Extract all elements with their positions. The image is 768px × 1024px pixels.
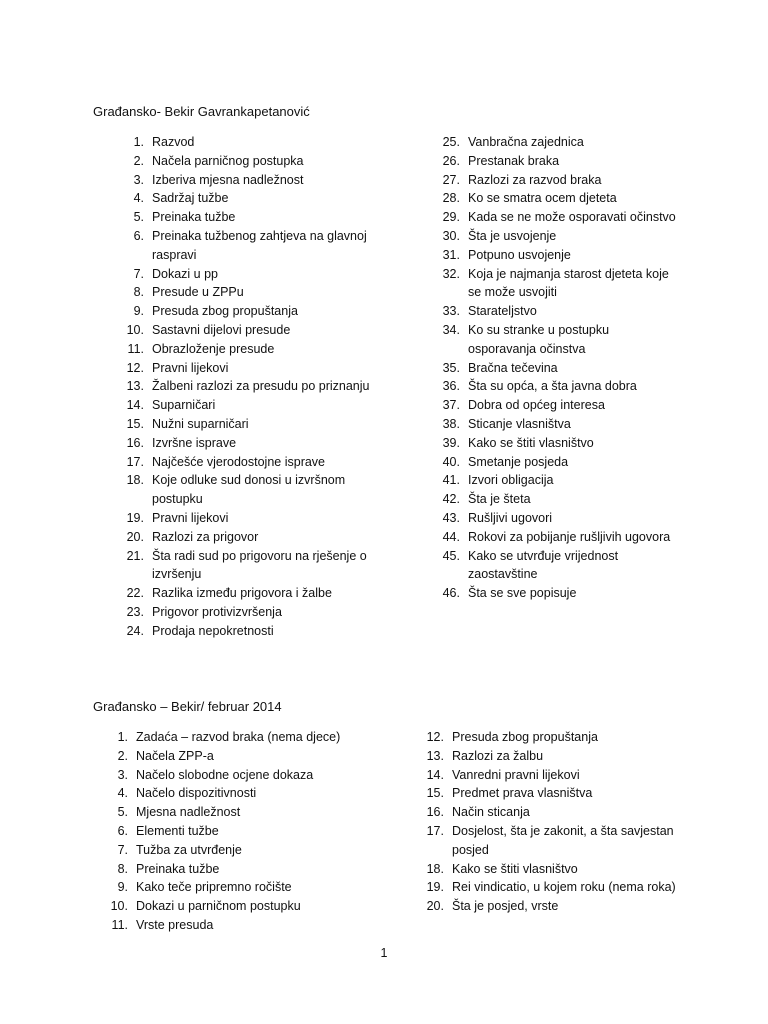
list-item-number: 3. [133, 172, 144, 187]
list-item [100, 728, 370, 747]
list-item-number: 8. [133, 285, 144, 300]
list-item-number: 12. [126, 360, 144, 375]
list-item-text: Kako teče pripremno ročište [136, 880, 292, 895]
list-item-text: Suparničari [152, 398, 216, 413]
list-item-text: Sastavni dijelovi presude [152, 322, 291, 337]
list-item-number: 6. [117, 823, 128, 838]
list-item [428, 171, 678, 190]
list-item-text: Zadaća – razvod braka (nema djece) [136, 730, 341, 744]
list-item-number: 38. [442, 416, 460, 431]
list-item-text: Prodaja nepokretnosti [152, 623, 274, 638]
list-item-number: 43. [442, 510, 460, 525]
list-item-number: 23. [126, 604, 144, 619]
list-item [100, 878, 370, 897]
list-item-text: Rušljivi ugovori [468, 510, 553, 525]
list-item-number: 9. [133, 304, 144, 319]
list-item-text: Razlozi za prigovor [152, 529, 259, 544]
list-item-text: Šta radi sud po prigovoru na rješenje o izvršenju [152, 548, 367, 582]
list-item-text: Elementi tužbe [136, 823, 219, 838]
list-item-text: Rei vindicatio, u kojem roku (nema roka) [452, 880, 676, 895]
list-item-number: 25. [442, 135, 460, 149]
list-item-number: 8. [117, 861, 128, 876]
list-item [416, 878, 676, 897]
list-item-text: Nužni suparničari [152, 416, 249, 431]
list-item [112, 302, 382, 321]
list-item-number: 14. [126, 398, 144, 413]
list-item-text: Razlozi za žalbu [452, 748, 544, 763]
list-item-text: Izberiva mjesna nadležnost [152, 172, 304, 187]
list-item-text: Kako se utvrđuje vrijednost zaostavštine [468, 548, 619, 582]
list-item-text: Šta se sve popisuje [468, 586, 577, 601]
list-item [112, 171, 382, 190]
list-item [416, 747, 676, 766]
list-item-text: Izvori obligacija [468, 473, 554, 488]
list-item-text: Način sticanja [452, 805, 530, 820]
list-item [112, 152, 382, 171]
list-item-text: Preinaka tužbe [152, 210, 236, 225]
list-item-number: 21. [126, 548, 144, 563]
list-item [416, 803, 676, 822]
section-1-right-list [428, 133, 678, 603]
list-item-number: 2. [133, 153, 144, 168]
list-item-number: 11. [127, 341, 144, 356]
list-item-number: 20. [126, 529, 144, 544]
list-item [428, 208, 678, 227]
list-item-number: 6. [133, 228, 144, 243]
list-item-text: Preinaka tužbe [136, 861, 220, 876]
list-item-text: Prestanak braka [468, 153, 560, 168]
list-item-number: 17. [426, 823, 444, 838]
section-1-title: Građansko- Bekir Gavrankapetanović [93, 104, 310, 119]
list-item-text: Dokazi u pp [152, 266, 219, 281]
list-item-number: 19. [126, 510, 144, 525]
list-item-text: Vanredni pravni lijekovi [452, 767, 580, 782]
list-item-text: Načelo slobodne ocjene dokaza [136, 767, 314, 782]
list-item [428, 377, 678, 396]
list-item-text: Koja je najmanja starost djeteta koje se može usvojiti [468, 266, 669, 300]
list-item-number: 7. [117, 842, 128, 857]
list-item [100, 822, 370, 841]
list-item [428, 547, 678, 585]
list-item-text: Načelo dispozitivnosti [136, 786, 257, 801]
list-item [112, 189, 382, 208]
list-item [428, 453, 678, 472]
list-item-number: 30. [442, 228, 460, 243]
list-item-number: 3. [117, 767, 128, 782]
list-item-text: Dosjelost, šta je zakonit, a šta savjestan posjed [452, 823, 674, 857]
list-item-text: Predmet prava vlasništva [452, 786, 593, 801]
list-item [428, 227, 678, 246]
list-item [112, 471, 382, 509]
list-item [100, 841, 370, 860]
list-item [112, 208, 382, 227]
list-item [428, 152, 678, 171]
list-item [112, 396, 382, 415]
list-item-text: Preinaka tužbenog zahtjeva na glavnoj raspravi [152, 228, 367, 262]
list-item-text: Pravni lijekovi [152, 360, 229, 375]
list-item [100, 784, 370, 803]
list-item [100, 766, 370, 785]
list-item-number: 44. [442, 529, 460, 544]
list-item-number: 34. [442, 322, 460, 337]
list-item [416, 822, 676, 860]
list-item-number: 10. [126, 322, 144, 337]
list-item [100, 860, 370, 879]
section-2-left-list [100, 728, 370, 935]
list-item [428, 471, 678, 490]
list-item [428, 490, 678, 509]
list-item-text: Vanbračna zajednica [468, 135, 584, 149]
list-item-number: 29. [442, 210, 460, 225]
list-item [428, 584, 678, 603]
list-item-number: 11. [111, 917, 128, 932]
list-item-number: 45. [442, 548, 460, 563]
list-item [416, 860, 676, 879]
list-item-number: 14. [426, 767, 444, 782]
list-item [428, 321, 678, 359]
list-item-text: Sticanje vlasništva [468, 416, 571, 431]
list-item [428, 359, 678, 378]
list-item [428, 265, 678, 303]
list-item-number: 46. [442, 586, 460, 601]
list-item [428, 133, 678, 152]
list-item [112, 453, 382, 472]
list-item-number: 42. [442, 492, 460, 507]
list-item-text: Koje odluke sud donosi u izvršnom postupku [152, 473, 346, 507]
list-item-number: 18. [426, 861, 444, 876]
list-item-number: 2. [117, 748, 128, 763]
list-item-number: 17. [126, 454, 144, 469]
list-item-number: 37. [442, 398, 460, 413]
list-item-number: 12. [426, 730, 444, 744]
list-item [112, 528, 382, 547]
list-item-number: 7. [133, 266, 144, 281]
page-number: 1 [380, 946, 388, 960]
list-item-number: 31. [442, 247, 460, 262]
list-item [428, 434, 678, 453]
list-item [100, 803, 370, 822]
list-item [112, 434, 382, 453]
list-item-number: 39. [442, 435, 460, 450]
list-item-text: Načela ZPP-a [136, 748, 214, 763]
list-item [416, 897, 676, 916]
list-item-number: 33. [442, 304, 460, 319]
list-item [428, 415, 678, 434]
list-item-text: Sadržaj tužbe [152, 191, 229, 206]
list-item-text: Starateljstvo [468, 304, 537, 319]
list-item-text: Kako se štiti vlasništvo [468, 435, 594, 450]
list-item-text: Kako se štiti vlasništvo [452, 861, 578, 876]
list-item-number: 18. [126, 473, 144, 488]
list-item-text: Najčešće vjerodostojne isprave [152, 454, 326, 469]
list-item-text: Razlika između prigovora i žalbe [152, 586, 332, 601]
list-item-text: Potpuno usvojenje [468, 247, 571, 262]
list-item-text: Šta je šteta [468, 492, 531, 507]
list-item [112, 509, 382, 528]
list-item-number: 5. [117, 805, 128, 820]
list-item-number: 35. [442, 360, 460, 375]
list-item [112, 227, 382, 265]
section-2-title: Građansko – Bekir/ februar 2014 [93, 699, 282, 714]
list-item-text: Izvršne isprave [152, 435, 237, 450]
list-item [428, 528, 678, 547]
list-item-number: 16. [426, 805, 444, 820]
list-item [416, 728, 676, 747]
list-item-text: Dokazi u parničnom postupku [136, 899, 301, 914]
list-item-text: Rokovi za pobijanje rušljivih ugovora [468, 529, 671, 544]
list-item-number: 9. [117, 880, 128, 895]
list-item-number: 19. [426, 880, 444, 895]
list-item [100, 747, 370, 766]
list-item-text: Pravni lijekovi [152, 510, 229, 525]
list-item-number: 40. [442, 454, 460, 469]
list-item [428, 509, 678, 528]
list-item-number: 13. [426, 748, 444, 763]
list-item [112, 265, 382, 284]
list-item-number: 28. [442, 191, 460, 206]
list-item-number: 4. [117, 786, 128, 801]
list-item-text: Šta su opća, a šta javna dobra [468, 379, 637, 394]
list-item-text: Dobra od općeg interesa [468, 398, 605, 413]
list-item-text: Presude u ZPPu [152, 285, 244, 300]
list-item-text: Tužba za utvrđenje [136, 842, 242, 857]
list-item-text: Presuda zbog propuštanja [452, 730, 598, 744]
section-1-left-list [112, 133, 382, 641]
list-item-text: Presuda zbog propuštanja [152, 304, 298, 319]
list-item-number: 4. [133, 191, 144, 206]
list-item-text: Kada se ne može osporavati očinstvo [468, 210, 676, 225]
list-item-number: 27. [442, 172, 460, 187]
section-2-right-list [416, 728, 676, 916]
list-item [112, 283, 382, 302]
list-item [112, 321, 382, 340]
list-item-number: 16. [126, 435, 144, 450]
list-item [112, 340, 382, 359]
list-item-text: Prigovor protivizvršenja [152, 604, 282, 619]
list-item-text: Načela parničnog postupka [152, 153, 304, 168]
list-item-text: Mjesna nadležnost [136, 805, 241, 820]
list-item-text: Razvod [152, 135, 195, 149]
list-item-number: 26. [442, 153, 460, 168]
list-item [416, 766, 676, 785]
list-item-number: 10. [110, 899, 128, 914]
list-item-text: Vrste presuda [136, 917, 214, 932]
list-item-number: 15. [126, 416, 144, 431]
list-item [428, 302, 678, 321]
list-item-number: 22. [126, 586, 144, 601]
list-item-text: Obrazloženje presude [152, 341, 275, 356]
list-item-text: Šta je posjed, vrste [452, 899, 559, 914]
list-item-text: Smetanje posjeda [468, 454, 569, 469]
list-item-text: Žalbeni razlozi za presudu po priznanju [152, 379, 370, 394]
list-item-text: Ko su stranke u postupku osporavanja očinstva [468, 322, 610, 356]
list-item [112, 603, 382, 622]
list-item [428, 246, 678, 265]
list-item-number: 1. [133, 135, 144, 149]
list-item-text: Šta je usvojenje [468, 228, 557, 243]
list-item [112, 415, 382, 434]
list-item-number: 13. [126, 379, 144, 394]
list-item-number: 1. [117, 730, 128, 744]
list-item [112, 622, 382, 641]
list-item [112, 547, 382, 585]
list-item-text: Ko se smatra ocem djeteta [468, 191, 617, 206]
list-item [112, 133, 382, 152]
list-item-number: 5. [133, 210, 144, 225]
list-item [112, 377, 382, 396]
list-item-number: 32. [442, 266, 460, 281]
list-item-number: 15. [426, 786, 444, 801]
list-item [428, 189, 678, 208]
list-item [112, 359, 382, 378]
list-item [100, 897, 370, 916]
list-item [428, 396, 678, 415]
list-item [100, 916, 370, 935]
list-item-text: Razlozi za razvod braka [468, 172, 602, 187]
list-item [112, 584, 382, 603]
list-item-number: 24. [126, 623, 144, 638]
list-item-number: 20. [426, 899, 444, 914]
list-item-number: 36. [442, 379, 460, 394]
list-item [416, 784, 676, 803]
list-item-number: 41. [442, 473, 460, 488]
list-item-text: Bračna tečevina [468, 360, 558, 375]
